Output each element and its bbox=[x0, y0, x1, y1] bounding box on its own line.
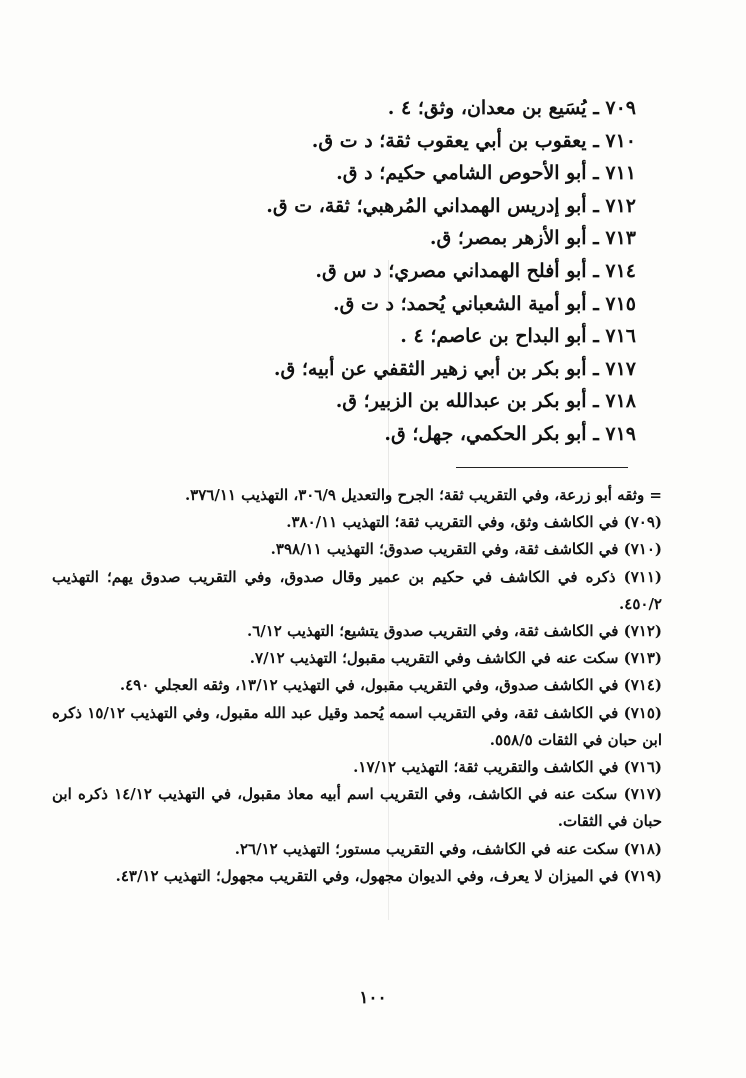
footnote-712: (٧١٢) في الكاشف ثقة، وفي التقريب صدوق يتشيع؛ التهذيب ٦/١٢. bbox=[246, 622, 662, 641]
footnote-divider bbox=[456, 467, 628, 468]
entry-715: ٧١٥ ـ أبو أمية الشعباني يُحمد؛ د ت ق. bbox=[333, 292, 636, 315]
entry-711: ٧١١ ـ أبو الأحوص الشامي حكيم؛ د ق. bbox=[336, 162, 636, 185]
entry-709: ٧٠٩ ـ يُسَيع بن معدان، وثق؛ ٤ . bbox=[387, 97, 636, 119]
footnote-715: (٧١٥) في الكاشف ثقة، وفي التقريب اسمه يُحمد وقيل عبد الله مقبول، وفي التهذيب ١٥/١٢ ذكره ابن حبان في الثقات ٥٥٨/٥. bbox=[52, 703, 662, 749]
footnote-709: (٧٠٩) في الكاشف وثق، وفي التقريب ثقة؛ التهذيب ٣٨٠/١١. bbox=[286, 513, 662, 532]
footnote-710: (٧١٠) في الكاشف ثقة، وفي التقريب صدوق؛ التهذيب ٣٩٨/١١. bbox=[270, 540, 662, 559]
footnote-713: (٧١٣) سكت عنه في الكاشف وفي التقريب مقبول؛ التهذيب ٧/١٢. bbox=[249, 649, 662, 668]
page-number: ١٠٠ bbox=[359, 988, 387, 1008]
entry-710: ٧١٠ ـ يعقوب بن أبي يعقوب ثقة؛ د ت ق. bbox=[311, 129, 636, 152]
entry-718: ٧١٨ ـ أبو بكر بن عبدالله بن الزبير؛ ق. bbox=[335, 390, 636, 413]
entry-719: ٧١٩ ـ أبو بكر الحكمي، جهل؛ ق. bbox=[384, 422, 636, 445]
entry-716: ٧١٦ ـ أبو البداح بن عاصم؛ ٤ . bbox=[400, 325, 636, 348]
entry-717: ٧١٧ ـ أبو بكر بن أبي زهير الثقفي عن أبيه؛ ق. bbox=[273, 357, 636, 380]
entries-list bbox=[116, 92, 636, 451]
footnote-continuation: = وثقه أبو زرعة، وفي التقريب ثقة؛ الجرح والتعديل ٣٠٦/٩، التهذيب ٣٧٦/١١. bbox=[184, 486, 662, 504]
footnote-719: (٧١٩) في الميزان لا يعرف، وفي الديوان مجهول، وفي التقريب مجهول؛ التهذيب ٤٣/١٢. bbox=[115, 866, 662, 885]
entry-713: ٧١٣ ـ أبو الأزهر بمصر؛ ق. bbox=[429, 227, 636, 250]
footnote-717: (٧١٧) سكت عنه في الكاشف، وفي التقريب اسم أبيه معاذ مقبول، في التهذيب ١٤/١٢ ذكره ابن حبان في الثقات. bbox=[52, 785, 662, 831]
entry-714: ٧١٤ ـ أبو أفلح الهمداني مصري؛ د س ق. bbox=[315, 259, 636, 282]
entry-712: ٧١٢ ـ أبو إدريس الهمداني المُرهبي؛ ثقة، ت ق. bbox=[266, 194, 636, 217]
footnote-711: (٧١١) ذكره في الكاشف في حكيم بن عمير وقال صدوق، وفي التقريب صدوق يهم؛ التهذيب ٤٥٠/٢. bbox=[52, 567, 662, 613]
footnote-718: (٧١٨) سكت عنه في الكاشف، وفي التقريب مستور؛ التهذيب ٢٦/١٢. bbox=[234, 839, 662, 858]
footnotes bbox=[52, 482, 662, 890]
footnote-714: (٧١٤) في الكاشف صدوق، وفي التقريب مقبول، في التهذيب ١٣/١٢، وثقه العجلي ٤٩٠. bbox=[119, 676, 662, 695]
footnote-716: (٧١٦) في الكاشف والتقريب ثقة؛ التهذيب ١٧/١٢. bbox=[353, 758, 662, 777]
